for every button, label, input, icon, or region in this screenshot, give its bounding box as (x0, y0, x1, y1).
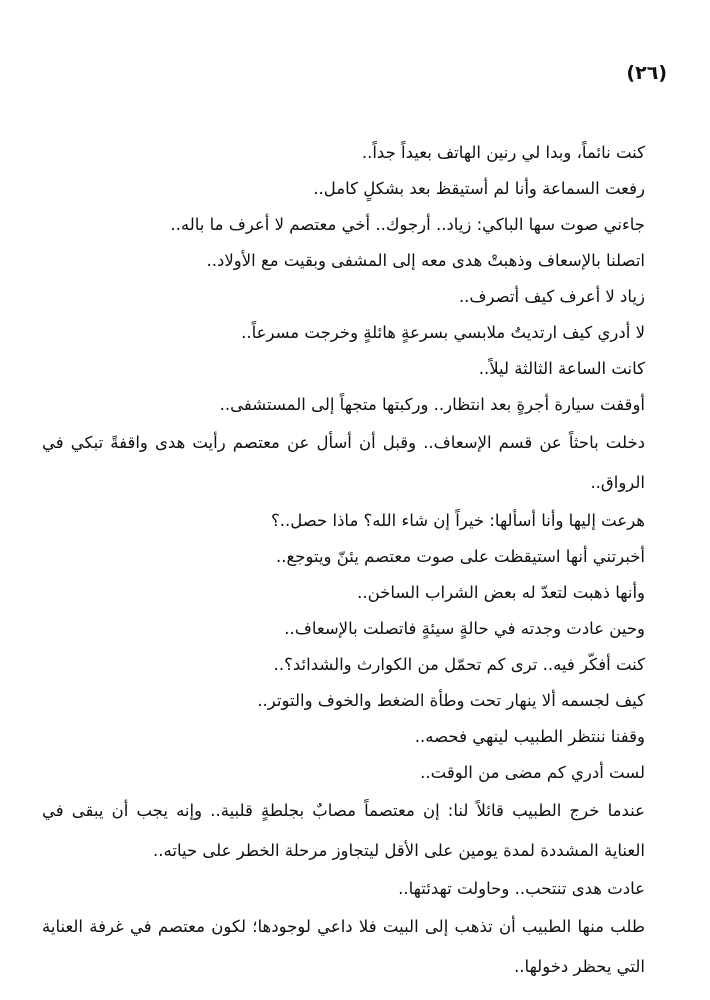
paragraph: دخلت باحثاً عن قسم الإسعاف.. وقبل أن أسأل عن معتصم رأيت هدى واقفةً تبكي في الرواق.. (42, 433, 645, 492)
paragraph: جاءني صوت سها الباكي: زياد.. أرجوك.. أخي معتصم لا أعرف ما باله.. (170, 215, 645, 234)
paragraph: عندما خرج الطبيب قائلاً لنا: إن معتصماً مصابٌ بجلطةٍ قلبية.. وإنه يجب أن يبقى في العناية المشددة لمدة يومين على الأقل ليتجاوز مرحلة الخطر على حياته.. (42, 801, 645, 860)
paragraph: اتصلنا بالإسعاف وذهبتْ هدى معه إلى المشفى وبقيت مع الأولاد.. (206, 251, 645, 270)
paragraph: كيف لجسمه ألا ينهار تحت وطأة الضغط والخوف والتوتر.. (257, 691, 645, 710)
paragraph: رفعت السماعة وأنا لم أستيقظ بعد بشكلٍ كامل.. (313, 179, 645, 198)
paragraph: زياد لا أعرف كيف أتصرف.. (458, 287, 645, 306)
paragraph: وقفنا ننتظر الطبيب لينهي فحصه.. (414, 727, 645, 746)
paragraph: هرعت إليها وأنا أسألها: خيراً إن شاء الله؟ ماذا حصل..؟ (270, 511, 645, 530)
paragraph: كنت أفكّر فيه.. ترى كم تحمّل من الكوارث والشدائد؟.. (273, 655, 645, 674)
body-text (42, 135, 667, 987)
paragraph: وحين عادت وجدته في حالةٍ سيئةٍ فاتصلت بالإسعاف.. (284, 619, 645, 638)
paragraph: أخبرتني أنها استيقظت على صوت معتصم يئنّ ويتوجع.. (275, 547, 645, 566)
page-number: (٢٦) (626, 62, 667, 84)
paragraph: عادت هدى تنتحب.. وحاولت تهدئتها.. (398, 879, 645, 898)
paragraph: كانت الساعة الثالثة ليلاً.. (478, 359, 645, 378)
paragraph: كنت نائماً، وبدا لي رنين الهاتف بعيداً جداً.. (361, 143, 645, 162)
paragraph: لا أدري كيف ارتديتُ ملابسي بسرعةٍ هائلةٍ وخرجت مسرعاً.. (241, 323, 645, 342)
paragraph: وأنها ذهبت لتعدّ له بعض الشراب الساخن.. (357, 583, 645, 602)
paragraph: لست أدري كم مضى من الوقت.. (420, 763, 645, 782)
paragraph: طلب منها الطبيب أن تذهب إلى البيت فلا داعي لوجودها؛ لكون معتصم في غرفة العناية التي يحظر دخولها.. (42, 917, 645, 976)
paragraph: أوقفت سيارة أجرةٍ بعد انتظار.. وركبتها متجهاً إلى المستشفى.. (219, 395, 645, 414)
